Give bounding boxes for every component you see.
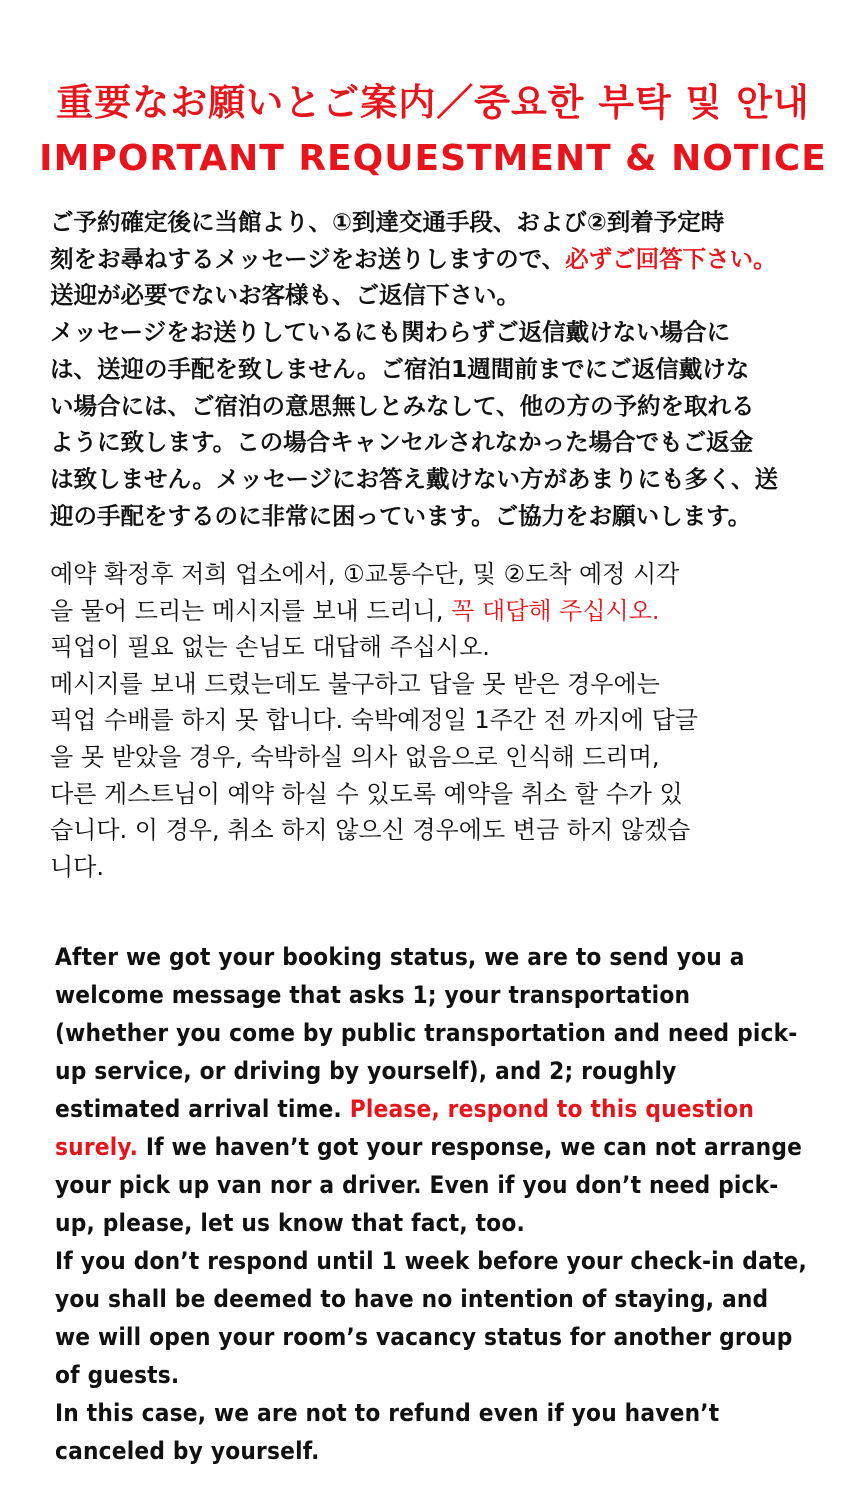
japanese-line xyxy=(50,461,840,498)
korean-line-text: 메시지를 보내 드렸는데도 불구하고 답을 못 받은 경우에는 xyxy=(50,669,660,698)
english-line xyxy=(55,1166,845,1204)
korean-line xyxy=(50,666,840,703)
english-line xyxy=(55,1204,845,1242)
japanese-line-text: い場合には、ご宿泊の意思無しとみなして、他の方の予約を取れる xyxy=(50,391,755,420)
japanese-line-text: ご予約確定後に当館より、①到達交通手段、および②到着予定時 xyxy=(50,208,725,236)
korean-notice-paragraph xyxy=(50,556,840,885)
korean-line xyxy=(50,593,840,630)
english-line-text: we will open your room’s vacancy status for another group xyxy=(55,1323,793,1351)
japanese-line xyxy=(50,388,840,425)
japanese-line xyxy=(50,204,840,241)
english-line xyxy=(55,1052,845,1090)
english-highlight-text: Please, respond to this question xyxy=(349,1095,755,1123)
english-line xyxy=(55,1318,845,1356)
japanese-line-text: ように致します。この場合キャンセルされなかった場合でもご返金 xyxy=(50,428,754,457)
english-line xyxy=(55,1356,845,1394)
japanese-line-text: は、送迎の手配を致しません。ご宿泊1週間前までにご返信戴けな xyxy=(50,354,750,383)
korean-line xyxy=(50,812,840,849)
english-line xyxy=(55,1242,845,1280)
japanese-line-text: メッセージをお送りしているにも関わらずご返信戴けない場合に xyxy=(50,318,731,347)
title-japanese-korean: 重要なお願いとご案内／중요한 부탁 및 안내 xyxy=(56,81,810,124)
korean-line xyxy=(50,556,840,593)
japanese-line xyxy=(50,314,840,351)
korean-line-text: 을 물어 드리는 메시지를 보내 드리니, xyxy=(50,596,452,625)
korean-line xyxy=(50,776,840,813)
english-line xyxy=(55,1280,845,1318)
english-highlight-text: surely. xyxy=(55,1133,139,1161)
korean-line-text: 다른 게스트님이 예약 하실 수 있도록 예약을 취소 할 수가 있 xyxy=(50,779,683,808)
korean-line xyxy=(50,849,840,886)
english-line xyxy=(55,1090,845,1128)
japanese-line xyxy=(50,498,840,535)
title-english: IMPORTANT REQUESTMENT & NOTICE xyxy=(39,138,827,179)
english-line-text: up service, or driving by yourself), and 2; roughly xyxy=(55,1057,677,1085)
japanese-line xyxy=(50,424,840,461)
english-line-text: estimated arrival time. xyxy=(55,1095,350,1123)
english-line xyxy=(55,938,845,976)
korean-line-text: 습니다. 이 경우, 취소 하지 않으신 경우에도 변금 하지 않겠습 xyxy=(50,816,691,845)
english-line-text: If we haven’t got your response, we can not arrange xyxy=(138,1133,803,1161)
korean-line xyxy=(50,629,840,666)
japanese-line-text: 刻をお尋ねするメッセージをお送りしますので、 xyxy=(50,244,566,273)
english-line-text: canceled by yourself. xyxy=(55,1437,320,1465)
japanese-line-text: 迎の手配をするのに非常に困っています。ご協力をお願いします。 xyxy=(50,501,752,530)
japanese-line xyxy=(50,277,840,314)
korean-line-text: 픽업이 필요 없는 손님도 대답해 주십시오. xyxy=(50,633,490,662)
english-line-text: If you don’t respond until 1 week before your check-in date, xyxy=(55,1247,807,1275)
english-line xyxy=(55,1432,845,1470)
english-line xyxy=(55,976,845,1014)
english-line-text: In this case, we are not to refund even if you haven’t xyxy=(55,1399,720,1427)
japanese-line-text: は致しません。メッセージにお答え戴けない方があまりにも多く、送 xyxy=(50,464,779,493)
korean-line-text: 픽업 수배를 하지 못 합니다. 숙박예정일 1주간 전 까지에 답글 xyxy=(50,706,698,735)
english-line-text: (whether you come by public transportation and need pick- xyxy=(55,1019,798,1047)
japanese-line xyxy=(50,351,840,388)
english-line xyxy=(55,1128,845,1166)
korean-line-text: 니다. xyxy=(50,852,104,881)
english-notice-paragraph xyxy=(55,938,845,1470)
english-line-text: welcome message that asks 1; your transportation xyxy=(55,981,691,1009)
english-line-text: of guests. xyxy=(55,1361,180,1389)
english-line-text: your pick up van nor a driver. Even if you don’t need pick- xyxy=(55,1171,779,1199)
english-line xyxy=(55,1394,845,1432)
english-line-text: up, please, let us know that fact, too. xyxy=(55,1209,525,1237)
korean-line xyxy=(50,702,840,739)
korean-line-text: 을 못 받았을 경우, 숙박하실 의사 없음으로 인식해 드리며, xyxy=(50,742,660,771)
korean-line-text: 예약 확정후 저희 업소에서, ①교통수단, 및 ②도착 예정 시각 xyxy=(50,560,680,588)
japanese-notice-paragraph xyxy=(50,204,840,534)
japanese-highlight-text: 必ずご回答下さい。 xyxy=(565,244,777,273)
korean-highlight-text: 꼭 대답해 주십시오. xyxy=(451,596,660,625)
english-line-text: you shall be deemed to have no intention of staying, and xyxy=(55,1285,769,1313)
japanese-line xyxy=(50,241,840,278)
japanese-line-text: 送迎が必要でないお客様も、ご返信下さい。 xyxy=(50,281,520,310)
english-line-text: After we got your booking status, we are to send you a xyxy=(55,943,745,971)
english-line xyxy=(55,1014,845,1052)
korean-line xyxy=(50,739,840,776)
